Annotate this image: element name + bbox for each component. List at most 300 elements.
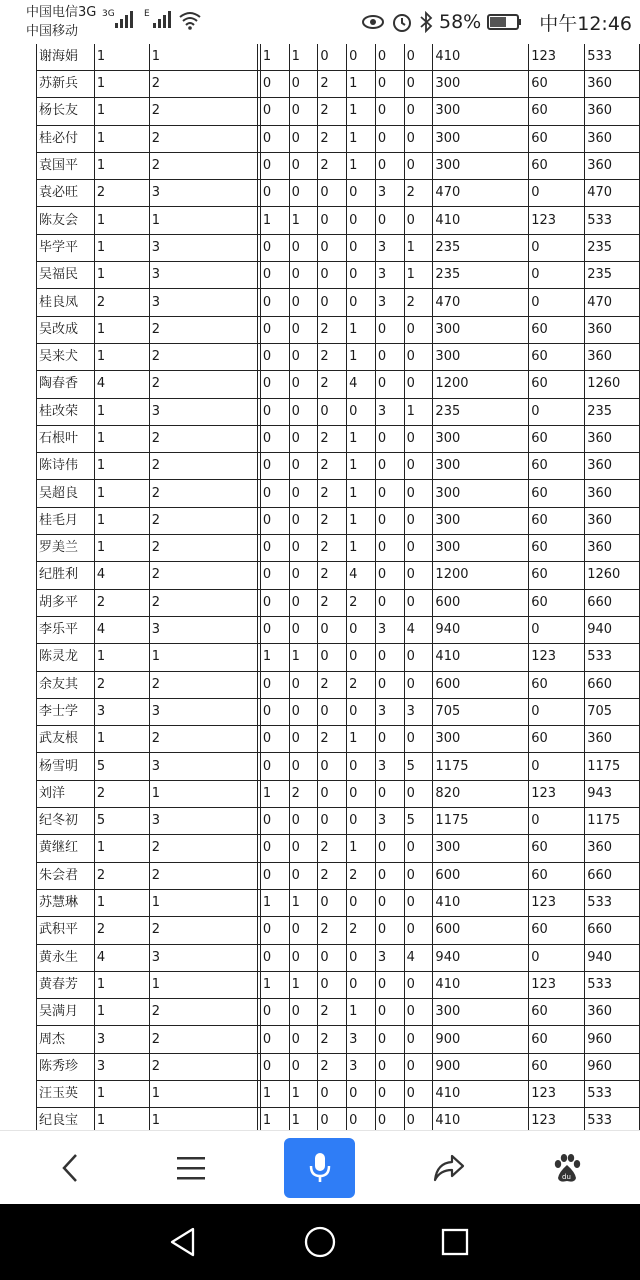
table-cell: 1 xyxy=(94,889,149,916)
table-cell: 410 xyxy=(433,644,529,671)
table-cell: 1 xyxy=(149,971,257,998)
table-cell: 1 xyxy=(289,889,318,916)
table-cell: 1 xyxy=(94,480,149,507)
table-cell: 0 xyxy=(260,698,289,725)
table-row xyxy=(37,453,640,480)
table-row xyxy=(37,343,640,370)
table-cell: 0 xyxy=(289,671,318,698)
table-cell: 1 xyxy=(94,207,149,234)
table-cell: 60 xyxy=(529,453,585,480)
network-type-2: E xyxy=(144,9,150,19)
table-cell: 660 xyxy=(585,917,640,944)
table-cell: 2 xyxy=(318,671,347,698)
table-cell: 660 xyxy=(585,862,640,889)
table-cell: 3 xyxy=(375,616,404,643)
table-cell: 60 xyxy=(529,562,585,589)
table-cell: 470 xyxy=(433,289,529,316)
spreadsheet-view[interactable] xyxy=(0,44,640,1130)
table-cell: 1 xyxy=(94,262,149,289)
name-cell: 武积平 xyxy=(37,917,95,944)
table-cell: 0 xyxy=(404,835,433,862)
table-cell: 2 xyxy=(318,589,347,616)
name-cell: 谢海娟 xyxy=(37,44,95,71)
carrier-1-label: 中国电信3G xyxy=(26,5,97,20)
table-cell: 300 xyxy=(433,98,529,125)
table-cell: 0 xyxy=(404,917,433,944)
table-cell: 5 xyxy=(94,753,149,780)
table-cell: 0 xyxy=(289,698,318,725)
table-cell: 1 xyxy=(289,644,318,671)
table-cell: 0 xyxy=(260,125,289,152)
table-cell: 0 xyxy=(375,152,404,179)
table-row xyxy=(37,1053,640,1080)
table-cell: 1 xyxy=(94,1108,149,1130)
table-cell: 1 xyxy=(289,207,318,234)
table-cell: 123 xyxy=(529,889,585,916)
table-cell: 4 xyxy=(94,371,149,398)
table-cell: 2 xyxy=(94,289,149,316)
table-cell: 0 xyxy=(318,616,347,643)
table-cell: 0 xyxy=(260,917,289,944)
table-cell: 3 xyxy=(375,289,404,316)
table-cell: 0 xyxy=(404,726,433,753)
table-cell: 0 xyxy=(260,234,289,261)
table-cell: 705 xyxy=(433,698,529,725)
table-cell: 1 xyxy=(149,644,257,671)
table-cell: 0 xyxy=(260,562,289,589)
table-cell: 123 xyxy=(529,1108,585,1130)
table-row xyxy=(37,535,640,562)
table-cell: 360 xyxy=(585,425,640,452)
table-cell: 0 xyxy=(375,316,404,343)
table-cell: 0 xyxy=(260,289,289,316)
table-row xyxy=(37,480,640,507)
table-cell: 0 xyxy=(529,398,585,425)
baidu-home-button[interactable] xyxy=(527,1131,607,1205)
table-cell: 1 xyxy=(94,644,149,671)
table-cell: 360 xyxy=(585,999,640,1026)
table-cell: 0 xyxy=(289,180,318,207)
table-cell: 600 xyxy=(433,917,529,944)
table-cell: 900 xyxy=(433,1026,529,1053)
table-cell: 0 xyxy=(260,262,289,289)
table-cell: 1 xyxy=(94,507,149,534)
table-cell: 2 xyxy=(149,1026,257,1053)
table-cell: 0 xyxy=(375,207,404,234)
back-icon xyxy=(58,1152,82,1184)
table-cell: 3 xyxy=(149,698,257,725)
name-cell: 陶春香 xyxy=(37,371,95,398)
table-cell: 0 xyxy=(260,98,289,125)
table-cell: 0 xyxy=(375,589,404,616)
nav-back-button[interactable] xyxy=(143,1204,223,1280)
table-cell: 2 xyxy=(149,562,257,589)
table-cell: 60 xyxy=(529,999,585,1026)
table-cell: 3 xyxy=(375,234,404,261)
table-cell: 943 xyxy=(585,780,640,807)
table-cell: 0 xyxy=(289,1026,318,1053)
table-cell: 0 xyxy=(318,234,347,261)
table-cell: 0 xyxy=(375,371,404,398)
table-row xyxy=(37,1108,640,1130)
name-cell: 胡多平 xyxy=(37,589,95,616)
table-cell: 3 xyxy=(149,234,257,261)
table-cell: 2 xyxy=(289,780,318,807)
table-cell: 1 xyxy=(94,398,149,425)
table-cell: 5 xyxy=(404,808,433,835)
table-cell: 0 xyxy=(260,944,289,971)
table-cell: 533 xyxy=(585,1108,640,1130)
table-row xyxy=(37,1026,640,1053)
table-cell: 2 xyxy=(347,589,376,616)
table-cell: 0 xyxy=(347,289,376,316)
table-cell: 0 xyxy=(318,753,347,780)
table-cell: 410 xyxy=(433,207,529,234)
name-cell: 黄继红 xyxy=(37,835,95,862)
table-cell: 0 xyxy=(260,862,289,889)
table-cell: 0 xyxy=(375,644,404,671)
table-cell: 1 xyxy=(347,507,376,534)
table-cell: 1 xyxy=(347,125,376,152)
table-cell: 0 xyxy=(260,180,289,207)
table-cell: 0 xyxy=(375,1080,404,1107)
table-cell: 0 xyxy=(289,507,318,534)
table-cell: 0 xyxy=(260,726,289,753)
table-cell: 60 xyxy=(529,535,585,562)
table-cell: 820 xyxy=(433,780,529,807)
table-cell: 600 xyxy=(433,671,529,698)
table-cell: 1200 xyxy=(433,371,529,398)
table-cell: 0 xyxy=(347,944,376,971)
table-cell: 0 xyxy=(289,98,318,125)
table-cell: 300 xyxy=(433,480,529,507)
share-button[interactable] xyxy=(409,1131,489,1205)
table-cell: 0 xyxy=(375,480,404,507)
table-row xyxy=(37,316,640,343)
table-row xyxy=(37,644,640,671)
table-cell: 0 xyxy=(260,507,289,534)
table-cell: 3 xyxy=(375,262,404,289)
table-row xyxy=(37,698,640,725)
name-cell: 陈诗伟 xyxy=(37,453,95,480)
table-cell: 0 xyxy=(289,152,318,179)
table-cell: 0 xyxy=(375,862,404,889)
table-cell: 2 xyxy=(318,726,347,753)
eye-icon xyxy=(361,13,385,31)
table-cell: 2 xyxy=(149,862,257,889)
table-cell: 2 xyxy=(318,917,347,944)
table-cell: 2 xyxy=(404,180,433,207)
table-cell: 1 xyxy=(260,44,289,71)
table-cell: 5 xyxy=(94,808,149,835)
system-nav-bar xyxy=(0,1204,640,1280)
table-cell: 0 xyxy=(289,616,318,643)
table-row xyxy=(37,835,640,862)
table-cell: 0 xyxy=(347,780,376,807)
table-cell: 0 xyxy=(260,1053,289,1080)
table-cell: 1 xyxy=(347,98,376,125)
name-cell: 吴超良 xyxy=(37,480,95,507)
table-cell: 0 xyxy=(375,835,404,862)
name-cell: 杨雪明 xyxy=(37,753,95,780)
table-cell: 3 xyxy=(375,180,404,207)
table-cell: 1200 xyxy=(433,562,529,589)
table-row xyxy=(37,753,640,780)
menu-button[interactable] xyxy=(151,1131,231,1205)
table-cell: 60 xyxy=(529,1026,585,1053)
name-cell: 石根叶 xyxy=(37,425,95,452)
voice-search-button[interactable] xyxy=(284,1138,355,1198)
table-cell: 0 xyxy=(260,999,289,1026)
table-row xyxy=(37,425,640,452)
table-cell: 300 xyxy=(433,316,529,343)
table-cell: 0 xyxy=(404,1053,433,1080)
table-cell: 0 xyxy=(289,999,318,1026)
table-cell: 2 xyxy=(149,316,257,343)
table-row xyxy=(37,780,640,807)
table-cell: 660 xyxy=(585,671,640,698)
table-cell: 533 xyxy=(585,971,640,998)
table-cell: 0 xyxy=(289,944,318,971)
table-cell: 1175 xyxy=(585,753,640,780)
table-cell: 0 xyxy=(318,780,347,807)
table-cell: 0 xyxy=(260,589,289,616)
table-cell: 0 xyxy=(347,808,376,835)
table-cell: 0 xyxy=(404,889,433,916)
table-cell: 0 xyxy=(375,343,404,370)
table-cell: 940 xyxy=(585,944,640,971)
table-cell: 1 xyxy=(260,971,289,998)
table-cell: 0 xyxy=(289,753,318,780)
name-cell: 吴改成 xyxy=(37,316,95,343)
table-cell: 0 xyxy=(289,453,318,480)
table-cell: 1 xyxy=(94,234,149,261)
table-cell: 3 xyxy=(149,398,257,425)
name-cell: 吴来犬 xyxy=(37,343,95,370)
name-cell: 罗美兰 xyxy=(37,535,95,562)
table-row xyxy=(37,180,640,207)
table-cell: 1 xyxy=(149,1080,257,1107)
nav-home-button[interactable] xyxy=(280,1204,360,1280)
table-cell: 60 xyxy=(529,98,585,125)
name-cell: 纪冬初 xyxy=(37,808,95,835)
table-cell: 360 xyxy=(585,835,640,862)
table-cell: 0 xyxy=(289,480,318,507)
table-cell: 2 xyxy=(318,507,347,534)
table-cell: 2 xyxy=(149,535,257,562)
table-cell: 0 xyxy=(289,1053,318,1080)
table-cell: 3 xyxy=(375,808,404,835)
table-cell: 4 xyxy=(404,944,433,971)
table-cell: 2 xyxy=(347,671,376,698)
table-cell: 360 xyxy=(585,98,640,125)
table-cell: 960 xyxy=(585,1026,640,1053)
table-cell: 1 xyxy=(94,98,149,125)
table-cell: 1 xyxy=(289,44,318,71)
table-cell: 0 xyxy=(289,917,318,944)
table-cell: 1 xyxy=(260,207,289,234)
table-cell: 0 xyxy=(289,808,318,835)
table-cell: 4 xyxy=(94,616,149,643)
table-cell: 360 xyxy=(585,726,640,753)
table-cell: 2 xyxy=(149,152,257,179)
table-cell: 1 xyxy=(94,152,149,179)
table-cell: 2 xyxy=(149,125,257,152)
table-cell: 1 xyxy=(260,889,289,916)
table-cell: 0 xyxy=(375,453,404,480)
table-cell: 705 xyxy=(585,698,640,725)
table-cell: 360 xyxy=(585,343,640,370)
table-row xyxy=(37,1080,640,1107)
table-cell: 3 xyxy=(94,1053,149,1080)
table-cell: 2 xyxy=(318,125,347,152)
name-cell: 吴满月 xyxy=(37,999,95,1026)
table-cell: 2 xyxy=(149,453,257,480)
status-bar xyxy=(0,0,640,44)
name-cell: 桂改荣 xyxy=(37,398,95,425)
table-cell: 2 xyxy=(149,671,257,698)
name-cell: 苏新兵 xyxy=(37,71,95,98)
table-cell: 1175 xyxy=(585,808,640,835)
name-cell: 毕学平 xyxy=(37,234,95,261)
table-cell: 3 xyxy=(149,180,257,207)
table-row xyxy=(37,726,640,753)
table-cell: 60 xyxy=(529,671,585,698)
table-cell: 2 xyxy=(318,71,347,98)
table-cell: 0 xyxy=(529,698,585,725)
table-cell: 0 xyxy=(404,644,433,671)
table-cell: 3 xyxy=(375,753,404,780)
table-cell: 123 xyxy=(529,207,585,234)
table-cell: 470 xyxy=(433,180,529,207)
name-cell: 吴福民 xyxy=(37,262,95,289)
table-cell: 360 xyxy=(585,535,640,562)
table-cell: 0 xyxy=(289,589,318,616)
alarm-icon xyxy=(391,11,413,33)
name-cell: 苏慧琳 xyxy=(37,889,95,916)
table-cell: 0 xyxy=(260,343,289,370)
table-cell: 0 xyxy=(404,480,433,507)
name-cell: 周杰 xyxy=(37,1026,95,1053)
table-cell: 0 xyxy=(347,616,376,643)
table-cell: 0 xyxy=(260,753,289,780)
table-cell: 0 xyxy=(318,289,347,316)
table-cell: 0 xyxy=(318,644,347,671)
table-cell: 0 xyxy=(260,71,289,98)
table-cell: 0 xyxy=(260,480,289,507)
nav-recents-icon xyxy=(440,1227,470,1257)
name-cell: 黄春芳 xyxy=(37,971,95,998)
nav-home-icon xyxy=(303,1225,337,1259)
table-cell: 410 xyxy=(433,889,529,916)
table-cell: 0 xyxy=(404,507,433,534)
table-cell: 1260 xyxy=(585,562,640,589)
table-cell: 1 xyxy=(347,425,376,452)
table-cell: 1 xyxy=(289,1108,318,1130)
table-cell: 0 xyxy=(289,234,318,261)
table-cell: 0 xyxy=(404,971,433,998)
table-cell: 940 xyxy=(433,944,529,971)
name-cell: 武友根 xyxy=(37,726,95,753)
signal-icon-2 xyxy=(152,9,172,29)
table-row xyxy=(37,944,640,971)
table-cell: 0 xyxy=(260,453,289,480)
clock: 中午12:46 xyxy=(539,12,632,35)
name-cell: 刘洋 xyxy=(37,780,95,807)
table-cell: 360 xyxy=(585,316,640,343)
table-cell: 1 xyxy=(347,343,376,370)
share-icon xyxy=(432,1152,466,1184)
back-button[interactable] xyxy=(30,1131,110,1205)
table-cell: 0 xyxy=(318,1080,347,1107)
table-cell: 0 xyxy=(289,726,318,753)
table-cell: 533 xyxy=(585,1080,640,1107)
table-cell: 0 xyxy=(347,234,376,261)
name-cell: 袁国平 xyxy=(37,152,95,179)
table-cell: 2 xyxy=(318,480,347,507)
table-row xyxy=(37,562,640,589)
table-row xyxy=(37,234,640,261)
table-cell: 0 xyxy=(529,753,585,780)
table-cell: 1 xyxy=(289,971,318,998)
nav-recents-button[interactable] xyxy=(415,1204,495,1280)
table-cell: 2 xyxy=(318,862,347,889)
name-cell: 朱会君 xyxy=(37,862,95,889)
table-cell: 60 xyxy=(529,480,585,507)
table-cell: 0 xyxy=(404,425,433,452)
table-cell: 0 xyxy=(404,71,433,98)
table-cell: 60 xyxy=(529,726,585,753)
table-cell: 1 xyxy=(94,535,149,562)
table-cell: 300 xyxy=(433,125,529,152)
table-cell: 2 xyxy=(347,862,376,889)
table-cell: 5 xyxy=(404,753,433,780)
table-cell: 60 xyxy=(529,1053,585,1080)
table-cell: 0 xyxy=(529,289,585,316)
table-cell: 0 xyxy=(289,71,318,98)
battery-percent: 58% xyxy=(439,11,482,33)
table-cell: 2 xyxy=(149,589,257,616)
name-cell: 桂毛月 xyxy=(37,507,95,534)
table-cell: 2 xyxy=(149,71,257,98)
table-cell: 60 xyxy=(529,507,585,534)
table-cell: 2 xyxy=(94,180,149,207)
name-cell: 汪玉英 xyxy=(37,1080,95,1107)
table-cell: 0 xyxy=(260,425,289,452)
table-cell: 1 xyxy=(94,835,149,862)
table-cell: 1 xyxy=(94,125,149,152)
table-row xyxy=(37,289,640,316)
table-cell: 3 xyxy=(404,698,433,725)
table-cell: 0 xyxy=(318,944,347,971)
table-cell: 3 xyxy=(375,944,404,971)
table-cell: 0 xyxy=(347,262,376,289)
table-cell: 0 xyxy=(347,180,376,207)
wifi-icon xyxy=(178,10,202,30)
microphone-icon xyxy=(307,1151,333,1185)
table-cell: 2 xyxy=(318,1026,347,1053)
table-cell: 235 xyxy=(585,398,640,425)
table-cell: 360 xyxy=(585,453,640,480)
table-cell: 300 xyxy=(433,343,529,370)
table-cell: 1 xyxy=(149,44,257,71)
bluetooth-icon xyxy=(419,11,433,33)
table-cell: 1 xyxy=(260,1108,289,1130)
table-cell: 0 xyxy=(318,207,347,234)
table-cell: 1 xyxy=(94,425,149,452)
table-cell: 3 xyxy=(149,616,257,643)
table-cell: 0 xyxy=(375,726,404,753)
